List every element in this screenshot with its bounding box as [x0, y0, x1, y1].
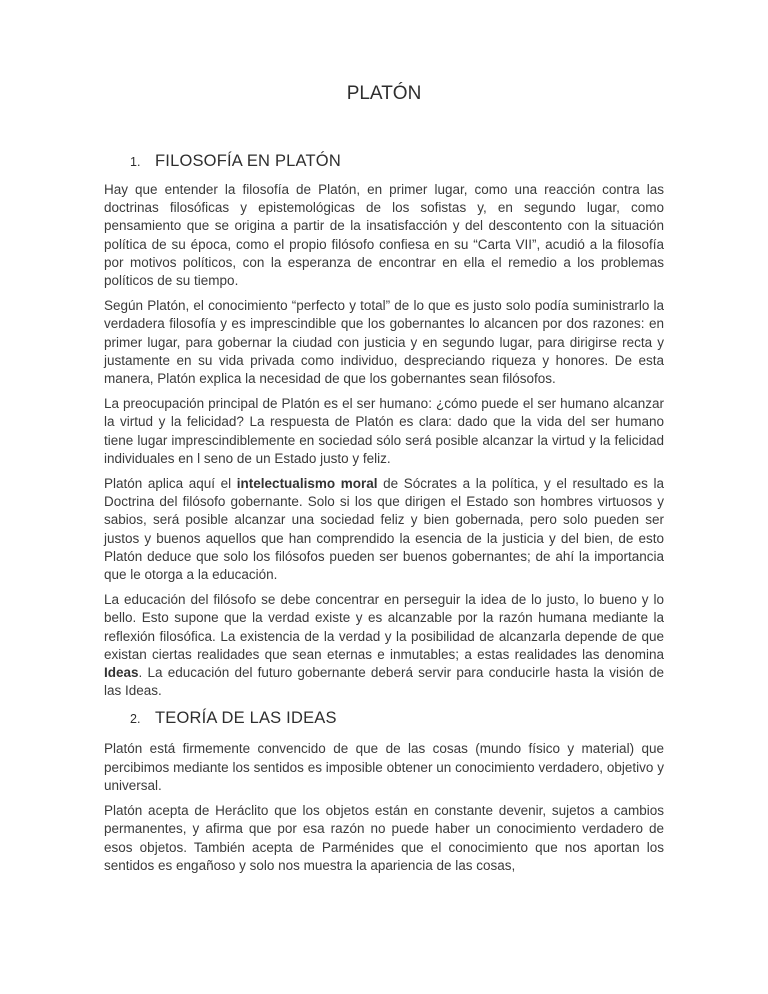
section-1-title: FILOSOFÍA EN PLATÓN: [155, 152, 341, 170]
section-2-title: TEORÍA DE LAS IDEAS: [155, 709, 337, 728]
text-run: Según Platón, el conocimiento “perfecto y total” de lo que es justo solo podía suministrarlo la verdadera filosofía y es imprescindible que los gobernantes lo alcancen por dos razones: en primer lugar, para gobernar la ciudad con justicia y en segundo lugar, para dirigirse recta y justamente en su vida privada como individuo, despreciando riqueza y honores. De esta manera, Platón explica la necesidad de que los gobernantes sean filósofos.: [104, 298, 664, 387]
text-run: La educación del filósofo se debe concentrar en perseguir la idea de lo justo, lo bueno y lo bello. Esto supone que la verdad existe y es alcanzable por la razón humana mediante la reflexión filosófica. La existencia de la verdad y la posibilidad de alcanzarla depende de que existan ciertas realidades que sean eternas e inmutables; a estas realidades las denomina: [104, 592, 664, 662]
text-run: La preocupación principal de Platón es el ser humano: ¿cómo puede el ser humano alcanzar la virtud y la felicidad? La respuesta de Platón es clara: dado que la vida del ser humano tiene lugar imprescindiblemente en sociedad sólo será posible alcanzar la virtud y la felicidad individuales en l seno de un Estado justo y feliz.: [104, 396, 664, 466]
section-1-heading: [104, 150, 664, 172]
section-2-heading: [104, 707, 664, 729]
text-run: de Sócrates a la política, y el resultado es la Doctrina del filósofo gobernante. Solo si los que dirigen el Estado son hombres virtuosos y sabios, será posible alcanzar una sociedad feliz y bien gobernada, pero solo pueden ser justos y buenos aquellos que han comprendido la esencia de la justicia y del bien, de esto Platón deduce que solo los filósofos pueden ser buenos gobernantes; de ahí la importancia que le otorga a la educación.: [104, 476, 664, 583]
paragraph-conocimiento-perfecto: [104, 297, 664, 388]
text-run: Platón aplica aquí el: [104, 476, 237, 492]
paragraph-intelectualismo-moral: [104, 475, 664, 584]
bold-text-run: Ideas: [104, 665, 139, 681]
paragraph-filosofia-reaccion: [104, 181, 664, 290]
section-1-number: 1.: [130, 155, 141, 169]
paragraph-educacion-filosofo: [104, 591, 664, 700]
text-run: . La educación del futuro gobernante deberá servir para conducirle hasta la visión de las Ideas.: [104, 665, 664, 699]
paragraph-heraclito-parmenides: [104, 802, 664, 875]
paragraph-mundo-fisico: [104, 740, 664, 795]
text-run: Hay que entender la filosofía de Platón, en primer lugar, como una reacción contra las doctrinas filosóficas y epistemológicas de los sofistas y, en segundo lugar, como pensamiento que se origina a partir de la insatisfacción y del descontento con la situación política de su época, como el propio filósofo confiesa en su “Carta VII”, acudió a la filosofía por motivos políticos, con la esperanza de encontrar en ella el remedio a los problemas políticos de su tiempo.: [104, 182, 664, 289]
paragraph-preocupacion-principal: [104, 395, 664, 468]
document-title: PLATÓN: [346, 83, 422, 104]
section-2-number: 2.: [130, 712, 141, 727]
bold-text-run: intelectualismo moral: [236, 476, 378, 492]
text-run: Platón está firmemente convencido de que de las cosas (mundo físico y material) que percibimos mediante los sentidos es imposible obtener un conocimiento verdadero, objetivo y universal.: [104, 741, 664, 793]
text-run: Platón acepta de Heráclito que los objetos están en constante devenir, sujetos a cambios permanentes, y afirma que por esa razón no puede haber un conocimiento verdadero de esos objetos. También acepta de Parménides que el conocimiento que nos aportan los sentidos es engañoso y solo nos muestra la apariencia de las cosas,: [104, 803, 664, 873]
